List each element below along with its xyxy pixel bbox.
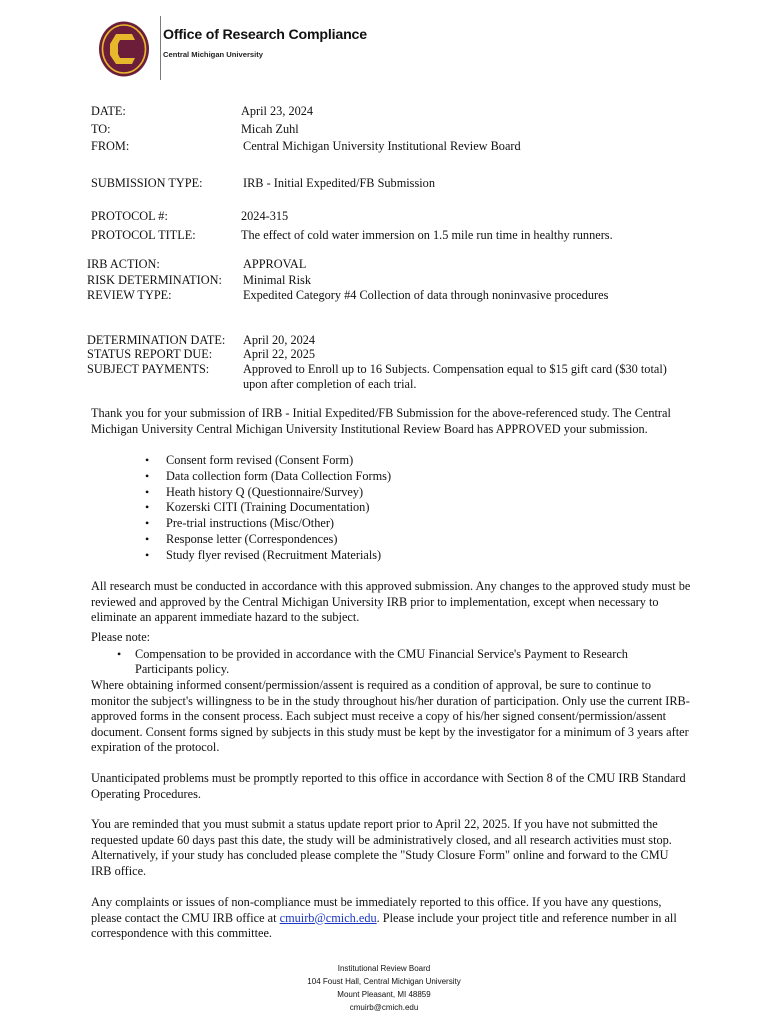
subject-payments-label: SUBJECT PAYMENTS: — [87, 362, 210, 376]
irb-email-link[interactable]: cmuirb@cmich.edu — [279, 910, 377, 925]
complaints-paragraph — [91, 895, 691, 942]
document-list — [145, 453, 391, 564]
note-bullet: • — [117, 647, 122, 661]
complaints-text-before: Any complaints or issues of non-compliance must be immediately reported to this office. If you have any questions, please contact the CMU IRB office at — [91, 895, 662, 925]
footer-line-2: 104 Foust Hall, Central Michigan University — [307, 977, 461, 986]
footer-line-1: Institutional Review Board — [337, 964, 431, 973]
cmu-logo — [98, 20, 150, 78]
subject-payments-line1: Approved to Enroll up to 16 Subjects. Compensation equal to $15 gift card ($30 total) — [243, 362, 667, 376]
office-title: Office of Research Compliance — [163, 27, 367, 43]
list-item: • Study flyer revised (Recruitment Materials) — [145, 548, 391, 564]
footer — [0, 962, 768, 1014]
irb-action-label: IRB ACTION: — [87, 257, 160, 271]
status-report-value: April 22, 2025 — [243, 347, 316, 361]
subject-payments-line2: upon after completion of each trial. — [243, 377, 417, 391]
list-item: • Heath history Q (Questionnaire/Survey) — [145, 485, 391, 501]
note-line-2: Participants policy. — [135, 662, 230, 676]
list-item: • Response letter (Correspondences) — [145, 532, 391, 548]
to-value: Micah Zuhl — [241, 122, 299, 136]
intro-paragraph: Thank you for your submission of IRB - Initial Expedited/FB Submission for the above-referenced study. The Central Michigan University Central Michigan University Institutional Review Board has APPROVED your submission. — [91, 406, 671, 436]
protocol-number-label: PROTOCOL #: — [91, 209, 168, 223]
reminder-paragraph: You are reminded that you must submit a status update report prior to April 22, 2025. If you have not submitted the requested update 60 days past this date, the study will be administratively closed, and all research activities must stop. Alternatively, if your study has concluded please complete the "Study Closure Form" online and forward to the CMU IRB office. — [91, 817, 672, 878]
determination-date-value: April 20, 2024 — [243, 333, 316, 347]
risk-label: RISK DETERMINATION: — [87, 273, 222, 287]
review-type-label: REVIEW TYPE: — [87, 288, 172, 302]
list-item: • Kozerski CITI (Training Documentation) — [145, 500, 391, 516]
list-item: • Pre-trial instructions (Misc/Other) — [145, 516, 391, 532]
note-line-1: Compensation to be provided in accordance with the CMU Financial Service's Payment to Research — [135, 647, 628, 661]
status-report-label: STATUS REPORT DUE: — [87, 347, 213, 361]
consent-paragraph: Where obtaining informed consent/permission/assent is required as a condition of approval, be sure to continue to monitor the subject's willingness to be in the study throughout his/her duration of participation. Only use the current IRB-approved forms in the consent process. Each subject must receive a copy of his/her signed consent/permission/assent document. Consent forms signed by subjects in this study must be kept by the investigator for a minimum of 3 years after expiration of the protocol. — [91, 678, 690, 755]
complaints-text-after: . Please include your project title and reference number in all correspondence with this committee. — [91, 910, 677, 941]
footer-line-4: cmuirb@cmich.edu — [349, 1003, 419, 1012]
submission-type-value: IRB - Initial Expedited/FB Submission — [243, 176, 435, 190]
please-note-label: Please note: — [91, 630, 151, 644]
date-value: April 23, 2024 — [241, 104, 314, 118]
irb-action-value: APPROVAL — [243, 257, 307, 271]
header-divider — [160, 16, 161, 80]
determination-date-label: DETERMINATION DATE: — [87, 333, 226, 347]
to-label: TO: — [91, 122, 111, 136]
protocol-title-label: PROTOCOL TITLE: — [91, 228, 196, 242]
unanticipated-paragraph: Unanticipated problems must be promptly reported to this office in accordance with Section 8 of the CMU IRB Standard Operating Procedures. — [91, 771, 686, 801]
submission-type-label: SUBMISSION TYPE: — [91, 176, 203, 190]
footer-line-3: Mount Pleasant, MI 48859 — [337, 990, 431, 999]
risk-value: Minimal Risk — [243, 273, 311, 287]
review-type-value: Expedited Category #4 Collection of data through noninvasive procedures — [243, 288, 609, 302]
protocol-number-value: 2024-315 — [241, 209, 289, 223]
list-item: • Consent form revised (Consent Form) — [145, 453, 391, 469]
from-value: Central Michigan University Institutional Review Board — [243, 139, 521, 153]
list-item: • Data collection form (Data Collection Forms) — [145, 469, 391, 485]
from-label: FROM: — [91, 139, 130, 153]
conduct-paragraph: All research must be conducted in accordance with this approved submission. Any changes to the approved study must be reviewed and approved by the Central Michigan University IRB prior to implementation, except when necessary to eliminate an apparent immediate hazard to the subject. — [91, 579, 691, 625]
date-label: DATE: — [91, 104, 126, 118]
university-name: Central Michigan University — [163, 50, 264, 59]
protocol-title-value: The effect of cold water immersion on 1.5 mile run time in healthy runners. — [241, 228, 613, 242]
